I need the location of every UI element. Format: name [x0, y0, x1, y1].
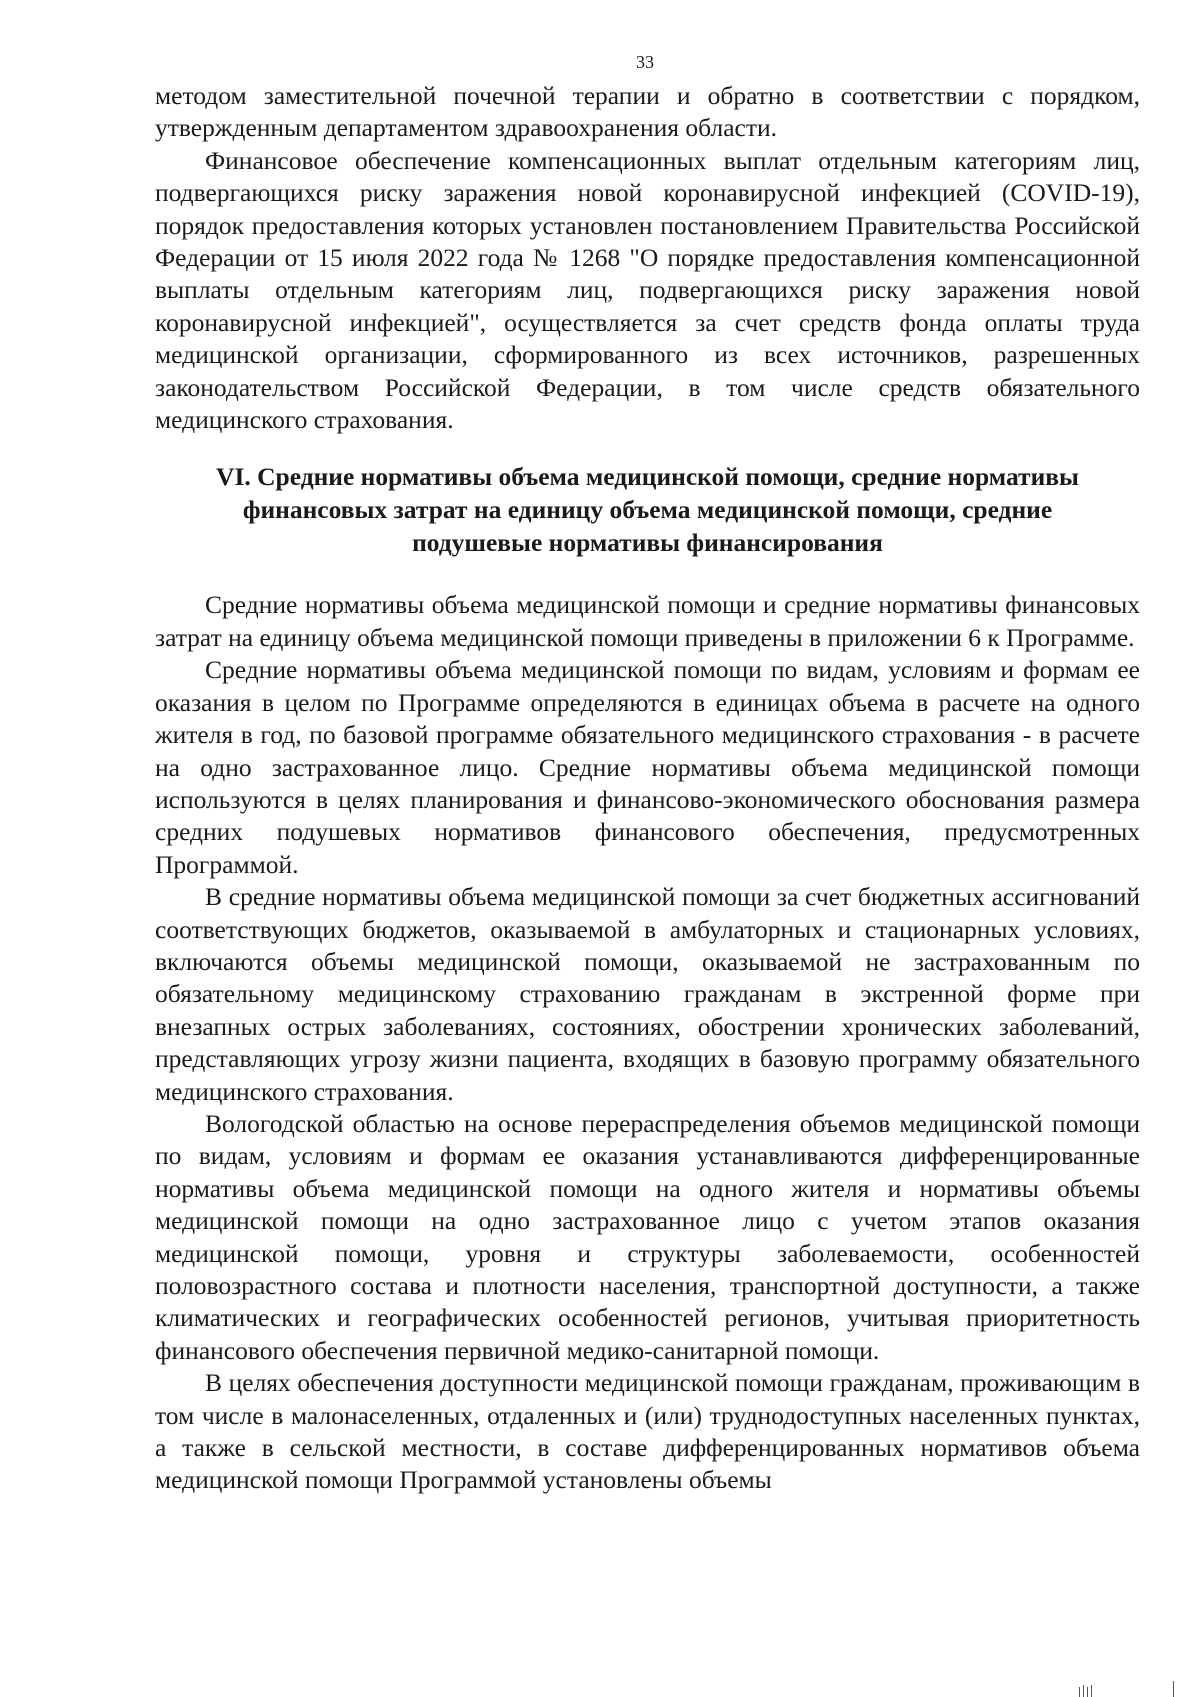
section-heading: VI. Средние нормативы объема медицинской помощи, средние нормативы финансовых затрат на единицу объема медицинской помощи, средние подушевые нормативы финансирования: [216, 462, 1079, 558]
paragraph: Финансовое обеспечение компенсационных выплат отдельным категориям лиц, подвергающихся риску заражения новой коронавирусной инфекцией (COVID-19), порядок предоставления которых установлен постановлением Правительства Российской Федерации от 15 июля 2022 года № 1268 "О порядке предоставления компенсационной выплаты отдельным категориям лиц, подвергающихся риску заражения новой коронавирусной инфекцией", осуществляется за счет средств фонда оплаты труда медицинской организации, сформированного из всех источников, разрешенных законодательством Российской Федерации, в том числе средств обязательного медицинского страхования.: [155, 145, 1140, 435]
paragraph: В средние нормативы объема медицинской помощи за счет бюджетных ассигнований соответствующих бюджетов, оказываемой в амбулаторных и стационарных условиях, включаются объемы медицинской помощи, оказываемой не застрахованным по обязательному медицинскому страхованию гражданам в экстренной форме при внезапных острых заболеваниях, состояниях, обострении хронических заболеваний, представляющих угрозу жизни пациента, входящих в базовую программу обязательного медицинского страхования.: [155, 882, 1140, 1106]
document-body: [155, 80, 1140, 1497]
paragraph-last: В целях обеспечения доступности медицинской помощи гражданам, проживающим в том числе в малонаселенных, отдаленных и (или) труднодоступных населенных пунктах, а также в сельской местности, в составе дифференцированных нормативов объема медицинской помощи Программой установлены объемы: [155, 1368, 1140, 1495]
paragraph: Средние нормативы объема медицинской помощи и средние нормативы финансовых затрат на единицу объема медицинской помощи приведены в приложении 6 к Программе.: [155, 590, 1140, 652]
page-number: 33: [636, 52, 654, 72]
paragraph: Средние нормативы объема медицинской помощи по видам, условиям и формам ее оказания в целом по Программе определяются в единицах объема в расчете на одного жителя в год, по базовой программе обязательного медицинского страхования - в расчете на одно застрахованное лицо. Средние нормативы объема медицинской помощи используются в целях планирования и финансово-экономического обоснования размера средних подушевых нормативов финансового обеспечения, предусмотренных Программой.: [155, 655, 1140, 879]
scan-artifact-marks: [1060, 1677, 1200, 1697]
paragraph-continued: методом заместительной почечной терапии и обратно в соответствии с порядком, утвержденным департаментом здравоохранения области.: [155, 81, 1140, 143]
paragraph: Вологодской областью на основе перераспределения объемов медицинской помощи по видам, условиям и формам ее оказания устанавливаются дифференцированные нормативы объема медицинской помощи на одного жителя и нормативы объемы медицинской помощи на одно застрахованное лицо с учетом этапов оказания медицинской помощи, уровня и структуры заболеваемости, особенностей половозрастного состава и плотности населения, транспортной доступности, а также климатических и географических особенностей регионов, учитывая приоритетность финансового обеспечения первичной медико-санитарной помощи.: [155, 1108, 1140, 1365]
